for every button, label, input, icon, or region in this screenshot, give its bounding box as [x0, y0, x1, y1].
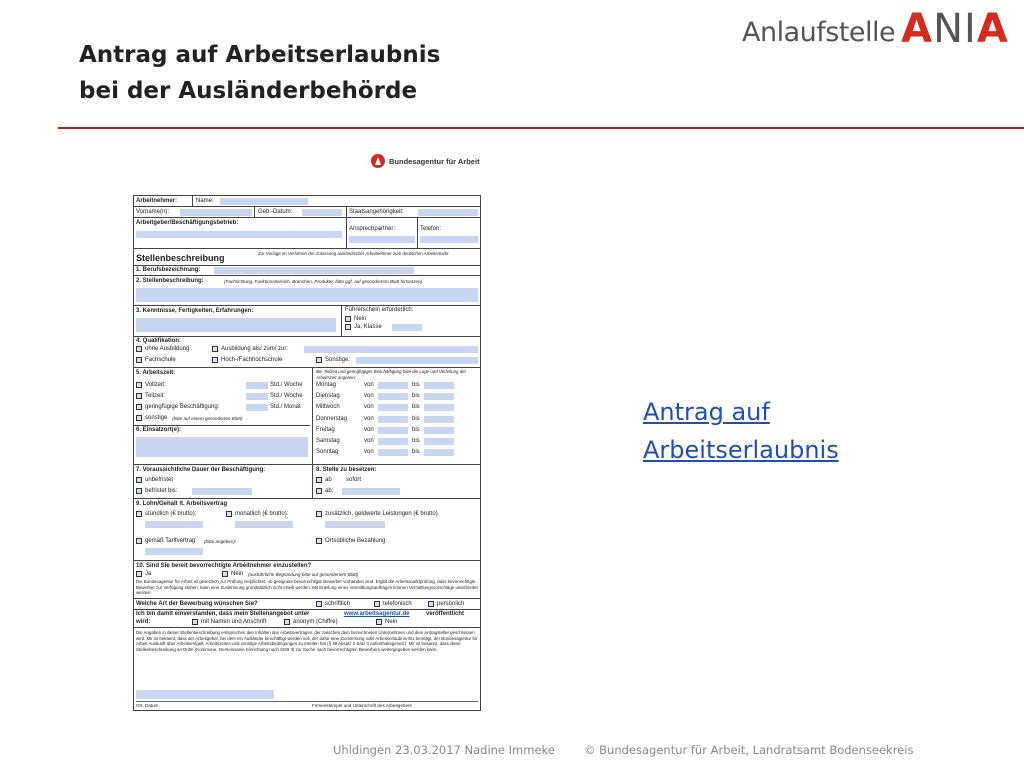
job-title-label: 1. Berufsbezeichnung: [136, 267, 201, 273]
worktime-fulltime-checkbox [136, 382, 142, 388]
job-description-field [136, 288, 478, 302]
weekday-to-label: bis [412, 404, 420, 411]
section-application-type [134, 599, 480, 610]
location-label: 6. Einsatzort(e): [136, 427, 182, 433]
weekday-label: Donnerstag [316, 415, 348, 422]
agency-logo [371, 154, 480, 168]
weekday-to-label: bis [412, 438, 420, 444]
application-personal-checkbox [428, 601, 434, 607]
qual-other-label: Sonstige: [325, 357, 351, 363]
weekday-label: Mittwoch [316, 404, 340, 411]
publication-wird: wird: [136, 619, 151, 625]
preferred-no-checkbox [222, 571, 228, 577]
worktime-minijob-hours-field [246, 404, 268, 411]
salary-local-checkbox [316, 538, 322, 544]
application-written-checkbox [316, 601, 322, 607]
section-worktime [134, 368, 480, 465]
form-grid [133, 195, 481, 711]
location-field [136, 437, 308, 457]
worktime-parttime-unit: Std./ Woche [270, 393, 303, 399]
section-job-title [134, 266, 480, 276]
worktime-parttime-checkbox [136, 393, 142, 399]
weekday-from-field [378, 427, 408, 434]
weekday-to-label: bis [412, 415, 420, 422]
application-phone-checkbox [374, 601, 380, 607]
firstname-field [180, 209, 252, 216]
qual-training-field [304, 346, 478, 353]
skills-field [136, 318, 336, 332]
salary-label: 9. Lohn/Gehalt lt. Arbeitsvertrag [136, 501, 228, 507]
form-row-employer [134, 218, 480, 249]
worktime-note: Bei Teilzeit und geringfügiger Beschäftigung bitte die Lage und Verteilung der Arbeitszeit angeben: [316, 369, 467, 380]
agency-name: Bundesagentur für Arbeit [389, 156, 480, 166]
publication-no-label: Nein [385, 619, 398, 625]
logo-acronym: ANIA [901, 6, 1009, 52]
salary-monthly-checkbox [226, 511, 232, 517]
preferred-workers-label: 10. Sind Sie bereit bevorrechtigte Arbeitnehmer einzustellen? [136, 563, 312, 569]
weekday-to-field [424, 404, 454, 411]
birthdate-field [302, 209, 342, 216]
weekday-from-label: von [364, 404, 374, 411]
salary-hourly-checkbox [136, 511, 142, 517]
weekday-label: Sonntag [316, 449, 339, 456]
weekday-to-label: bis [412, 393, 420, 400]
publication-anonymous-checkbox [284, 619, 290, 625]
weekday-from-label: von [364, 415, 374, 422]
section-qualification [134, 337, 480, 368]
license-class-field [392, 324, 422, 331]
logo-text: Anlaufstelle [742, 17, 896, 48]
salary-monthly-field [235, 521, 293, 528]
weekday-label: Dienstag [316, 393, 340, 400]
start-label: 8. Stelle zu besetzen: [316, 467, 377, 473]
start-date-checkbox [316, 488, 322, 494]
weekday-from-field [378, 393, 408, 400]
salary-tariff-field [145, 548, 203, 555]
duration-label: 7. Voraussichtliche Dauer der Beschäftigung: [136, 467, 266, 473]
salary-hourly-label: stündlich (€ brutto): [145, 511, 197, 517]
weekday-to-label: bis [412, 449, 420, 456]
section-skills [134, 306, 480, 337]
qualification-label: 4. Qualifikation: [136, 338, 182, 344]
qual-training-label: Ausbildung als/ zum/ zur: [221, 346, 289, 352]
duration-unlimited-checkbox [136, 477, 142, 483]
signature-label: Firmenstempel und Unterschrift des Arbeitgebers [312, 703, 412, 708]
salary-hourly-field [145, 521, 203, 528]
form-row-employee [134, 196, 480, 207]
weekday-to-field [424, 449, 454, 456]
phone-field [420, 236, 478, 243]
weekday-label: Samstag [316, 438, 340, 444]
salary-benefits-field [325, 521, 385, 528]
slide-title-line-1: Antrag auf Arbeitserlaubnis [79, 42, 441, 68]
license-yes-label: Ja, Klasse [354, 324, 382, 330]
preferred-no-label: Nein [231, 571, 244, 577]
form-row-personal [134, 207, 480, 218]
nationality-label: Staatsangehörigkeit: [349, 209, 404, 215]
weekday-from-label: von [364, 449, 374, 456]
job-title-field [214, 267, 414, 274]
description-title-row [134, 249, 480, 266]
salary-tariff-checkbox [136, 538, 142, 544]
worktime-minijob-label: geringfügige Beschäftigung: [145, 404, 220, 410]
publication-url: www.arbeitsagentur.de [344, 611, 410, 617]
weekday-to-field [424, 427, 454, 434]
salary-benefits-checkbox [316, 511, 322, 517]
weekday-from-field [378, 416, 408, 423]
weekday-from-field [378, 404, 408, 411]
place-date-label: Ort, Datum [136, 703, 159, 708]
weekday-to-field [424, 438, 454, 445]
qual-none-label: ohne Ausbildung [145, 346, 190, 352]
license-no-label: Nein [354, 316, 367, 322]
weekday-from-field [378, 438, 408, 445]
worktime-parttime-hours-field [246, 393, 268, 400]
duration-limited-date-field [192, 488, 252, 495]
description-note: Zur Vorlage im Verfahren der Zulassung ausländischer Arbeitnehmer zum deutschen Arbeitsmarkt [258, 251, 449, 256]
weekday-from-field [378, 449, 408, 456]
phone-label: Telefon: [420, 226, 442, 232]
publication-named-label: mit Namen und Anschrift [201, 619, 267, 625]
work-permit-form-image [127, 147, 485, 717]
footer-author-date: Uhldingen 23.03.2017 Nadine Immeke [333, 743, 555, 757]
qual-other-field [356, 357, 478, 364]
start-date-label: ab: [325, 488, 334, 494]
name-field [220, 198, 308, 205]
start-from-label: ab [325, 477, 332, 483]
worktime-other-checkbox [136, 415, 142, 421]
footer-copyright: © Bundesagentur für Arbeit, Landratsamt Bodenseekreis [584, 743, 914, 757]
birthdate-label: Geb.-Datum: [258, 209, 293, 215]
qual-technical-school-label: Fachschule [145, 357, 176, 363]
preferred-workers-text: Die Bundesagentur für Arbeit ist gesetzlich zur Prüfung verpflichtet, ob geeignete bevorrechtigte Bewerber vorhanden sind. Ergibt die Arbeitsmarktprüfung, dass bevorrechtigte Bewerber zur Verfügung stehen, kann eine Zustimmung grundsätzlich nicht erteilt werden. Mit Erteilung eines Vermittlungsauftrages können Vermittlungsvorschläge unterbreitet werden. [136, 579, 478, 595]
start-immediately-checkbox [316, 477, 322, 483]
nationality-field [418, 209, 478, 216]
salary-monthly-label: monatlich (€ brutto): [235, 511, 289, 517]
weekday-from-label: von [364, 438, 374, 444]
employer-label: Arbeitgeber/Beschäftigungsbetrieb: [136, 220, 239, 226]
work-permit-form-link[interactable] [643, 393, 903, 469]
slide-title [79, 37, 579, 109]
skills-label: 3. Kenntnisse, Fertigkeiten, Erfahrungen: [136, 308, 254, 314]
qual-university-checkbox [212, 357, 218, 363]
header-divider [58, 127, 1024, 129]
section-salary [134, 499, 480, 561]
weekday-from-field [378, 382, 408, 389]
publication-suffix: veröffentlicht [426, 611, 465, 617]
description-title: Stellenbeschreibung [136, 253, 225, 263]
salary-tariff-label: gemäß Tarifvertrag [145, 538, 196, 544]
license-label: Führerschein erforderlich: [345, 307, 414, 313]
qual-other-checkbox [316, 357, 322, 363]
qual-training-checkbox [212, 346, 218, 352]
application-written-label: schriftlich [325, 601, 351, 607]
weekday-label: Freitag [316, 426, 335, 433]
weekday-from-label: von [364, 393, 374, 400]
publication-anonymous-label: anonym (Chiffre) [293, 619, 338, 625]
application-phone-label: telefonisch [383, 601, 412, 607]
anlaufstelle-ania-logo [742, 6, 1009, 50]
license-yes-checkbox [345, 324, 351, 330]
worktime-other-label: sonstige [145, 415, 168, 421]
publication-named-checkbox [192, 619, 198, 625]
weekday-to-field [424, 382, 454, 389]
application-type-label: Welche Art der Bewerbung wünschen Sie? [136, 601, 258, 607]
license-no-checkbox [345, 316, 351, 322]
publication-label: Ich bin damit einverstanden, dass mein Stellenangebot unter [136, 611, 310, 617]
worktime-fulltime-unit: Std./ Woche [270, 382, 303, 388]
preferred-yes-label: Ja [145, 571, 152, 577]
application-personal-label: persönlich [437, 601, 465, 607]
duration-unlimited-label: unbefristet [145, 477, 174, 483]
duration-limited-label: befristet bis: [145, 488, 178, 494]
consent-text: Die Angaben in dieser Stellenbeschreibung entsprechen den Inhalten des Arbeitsvertrages, der zwischen dem bezeichneten Unternehmen und dem Antragsteller geschlossen wird. Mir ist bekannt, dass der Arbeitgeber, bei dem ein Ausländer beschäftigt werden soll, der dafür eine Zustimmung oder Arbeitserlaubnis-EU benötigt, der Bundesagentur für Arbeit Auskunft über Arbeitsentgelt, Arbeitszeiten und sonstige Arbeitsbedingungen zu erteilen hat (§ 39 Absatz 2 Satz 3 Aufenthaltsgesetz). Mir ist bekannt, dass diese Stellenbeschreibung an Dritte (Kommune, Gemeinsame Einrichtung nach SGB II) zur Suche nach bevorrechtigten Bewerbern weitergegeben werden kann. [136, 630, 478, 652]
place-date-field [136, 690, 274, 699]
duration-limited-checkbox [136, 488, 142, 494]
job-description-hint: (Fachrichtung, Funktionsbereich, Branchen, Produkte; bitte ggf. auf gesondertem Blatt fortsetzen) [224, 279, 423, 284]
preferred-yes-checkbox [136, 571, 142, 577]
weekday-from-label: von [364, 382, 374, 388]
weekday-from-label: von [364, 426, 374, 433]
name-label: Name: [196, 198, 214, 204]
contact-field [349, 236, 415, 243]
form-link-line-2[interactable]: Arbeitserlaubnis [643, 436, 839, 464]
start-immediately-label: sofort [346, 477, 362, 483]
section-duration [134, 465, 480, 499]
worktime-label: 5. Arbeitszeit: [136, 370, 176, 376]
start-date-field [342, 488, 400, 495]
qual-technical-school-checkbox [136, 357, 142, 363]
weekday-to-field [424, 393, 454, 400]
worktime-parttime-label: Teilzeit: [145, 393, 166, 399]
salary-tariff-hint: (bitte angeben): [204, 539, 237, 544]
worktime-minijob-unit: Std./ Monat [270, 404, 301, 410]
qual-none-checkbox [136, 346, 142, 352]
firstname-label: Vorname(n): [136, 209, 170, 215]
salary-local-label: Ortsübliche Bezahlung [325, 538, 386, 544]
worktime-minijob-checkbox [136, 404, 142, 410]
section-consent [134, 628, 480, 712]
worktime-fulltime-hours-field [246, 382, 268, 389]
preferred-no-hint: (ausführliche Begründung bitte auf gesondertem Blatt) [248, 572, 359, 577]
weekday-to-field [424, 416, 454, 423]
section-job-description [134, 276, 480, 306]
worktime-other-hint: (bitte auf einem gesonderten Blatt) [172, 416, 243, 421]
weekday-to-label: bis [412, 426, 420, 433]
contact-label: Ansprechpartner: [349, 226, 396, 232]
slide-title-line-2: bei der Ausländerbehörde [79, 78, 418, 104]
weekday-to-label: bis [412, 382, 420, 388]
weekday-label: Montag [316, 382, 337, 388]
qual-university-label: Hoch-/Fachhochschule [221, 357, 283, 363]
publication-no-checkbox [376, 619, 382, 625]
section-preferred-workers [134, 561, 480, 599]
job-description-label: 2. Stellenbeschreibung: [136, 278, 204, 284]
form-link-line-1[interactable]: Antrag auf [643, 398, 770, 426]
employee-label: Arbeitnehmer: [136, 198, 178, 204]
salary-benefits-label: zusätzlich, geldwerte Leistungen (€ brutto) [325, 511, 438, 517]
section-publication [134, 610, 480, 628]
agency-logo-icon [371, 154, 385, 168]
worktime-fulltime-label: Vollzeit: [145, 382, 166, 388]
employer-field [136, 231, 342, 238]
